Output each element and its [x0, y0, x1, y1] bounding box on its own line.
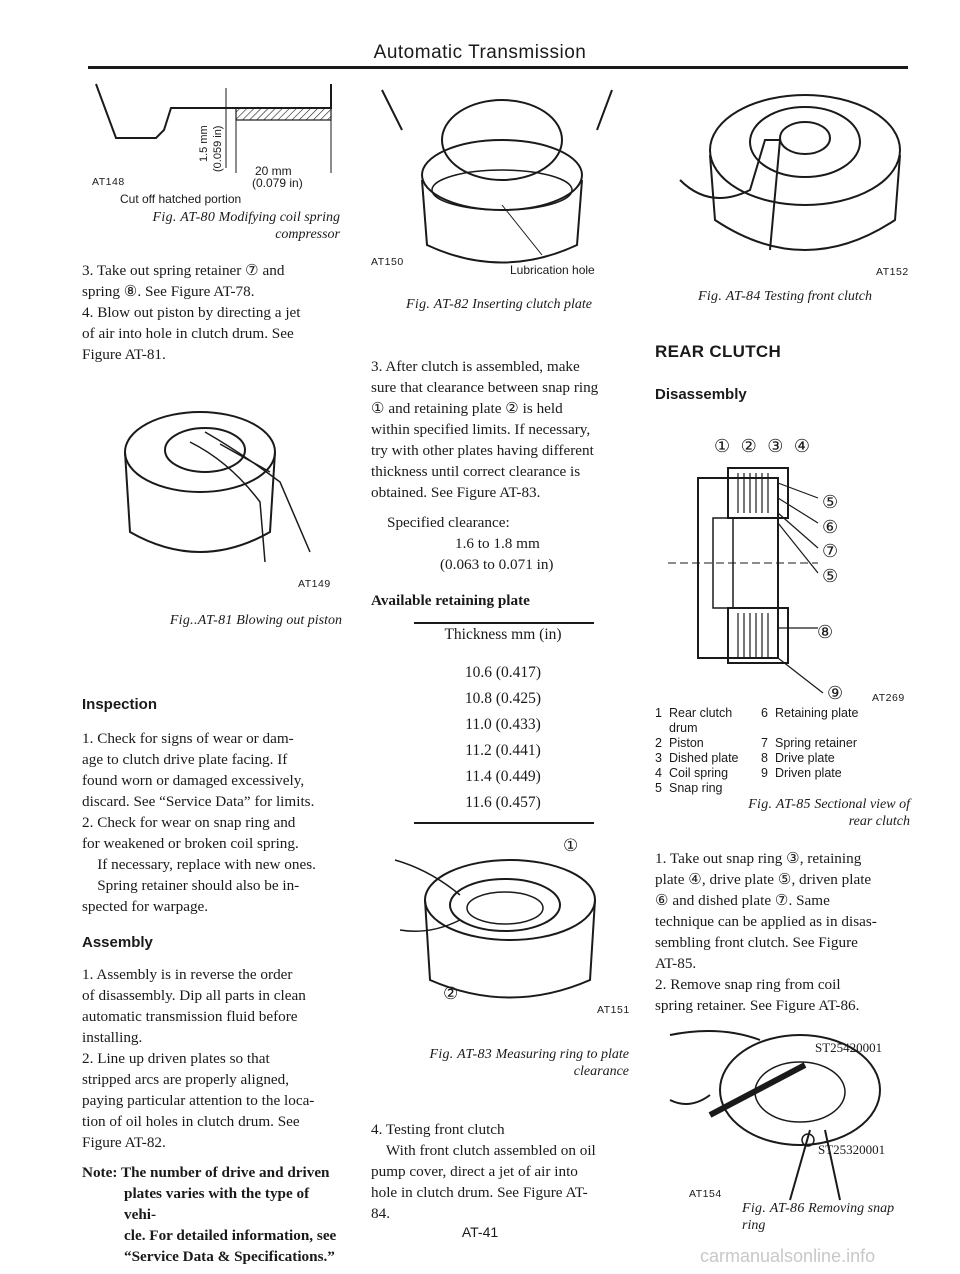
text-line: discard. See “Service Data” for limits. — [82, 793, 315, 810]
text-line: stripped arcs are properly aligned, — [82, 1071, 290, 1088]
text-line: obtained. See Figure AT-83. — [371, 484, 541, 501]
fig81-tag: AT149 — [298, 578, 331, 590]
text-line: of disassembly. Dip all parts in clean — [82, 987, 306, 1004]
rear-clutch-section-drawing — [668, 458, 848, 698]
text-line: within specified limits. If necessary, — [371, 421, 591, 438]
text-line: technique can be applied as in disas- — [655, 913, 877, 930]
callout-5b: ⑤ — [822, 565, 839, 586]
text-line: pump cover, direct a jet of air into — [371, 1163, 578, 1180]
fig85-caption-text: Sectional view of — [814, 797, 910, 812]
table-header: Thickness mm (in) — [444, 626, 562, 643]
part-name: Dished plate — [669, 751, 739, 765]
spec-value-in: (0.063 to 0.071 in) — [440, 556, 554, 573]
fig82-tag: AT150 — [371, 256, 404, 268]
fig80-caption — [104, 209, 340, 243]
fig85-caption — [660, 796, 910, 830]
callout-6: ⑥ — [822, 516, 839, 537]
text-line: spected for warpage. — [82, 898, 209, 915]
part-number: 8 — [761, 751, 768, 765]
text-line: 3. After clutch is assembled, make — [371, 358, 580, 375]
assembly-heading: Assembly — [82, 934, 153, 951]
text-line: If necessary, replace with new ones. — [82, 856, 316, 873]
fig81-caption — [104, 612, 342, 629]
table-row: 11.0 (0.433) — [465, 716, 541, 733]
inspection-body — [82, 728, 344, 917]
text-line: 2. Line up driven plates so that — [82, 1050, 270, 1067]
col2-step3 — [371, 356, 633, 503]
fig80-caption-number: Fig. AT-80 — [152, 210, 216, 225]
text-line: plate ④, drive plate ⑤, driven plate — [655, 871, 872, 888]
callout-7: ⑦ — [822, 541, 839, 561]
fig82-caption — [368, 296, 630, 313]
fig85-caption-number: Fig. AT-85 — [748, 797, 811, 812]
page-header: Automatic Transmission — [373, 42, 587, 63]
fig80-caption-text: Modifying coil spring — [218, 210, 340, 225]
part-number: 6 — [761, 706, 768, 720]
fig86-caption-number: Fig. AT-86 — [742, 1201, 805, 1216]
spec-value-mm: 1.6 to 1.8 mm — [455, 535, 540, 552]
measuring-ring-photo — [390, 840, 620, 1020]
text-line: Figure AT-82. — [82, 1134, 166, 1151]
part-name: Spring retainer — [775, 736, 857, 750]
col3-steps — [655, 848, 913, 1016]
text-line: sure that clearance between snap ring — [371, 379, 599, 396]
fig85-right-callouts — [822, 490, 838, 588]
callout-2: ② — [740, 436, 760, 456]
fig85-caption-text-2: rear clutch — [848, 814, 910, 829]
fig81-caption-text: Blowing out piston — [236, 613, 342, 628]
text-line: Figure AT-81. — [82, 346, 166, 363]
text-line: 84. — [371, 1205, 390, 1222]
fig83-caption-text-2: clearance — [573, 1064, 629, 1079]
table-body — [388, 660, 618, 816]
inserting-clutch-plate-photo — [372, 80, 632, 270]
inspection-heading: Inspection — [82, 696, 158, 713]
table-row: 11.2 (0.441) — [465, 742, 541, 759]
fig85-top-callouts — [714, 436, 813, 457]
text-line: tion of oil holes in clutch drum. See — [82, 1113, 300, 1130]
fig81-caption-number: Fig..AT-81 — [169, 613, 233, 628]
text-line: thickness until correct clearance is — [371, 463, 581, 480]
fig80-caption-text-2: compressor — [275, 227, 340, 242]
fig80-dim-b: 20 mm — [255, 164, 292, 178]
table-bottom-rule — [414, 822, 594, 824]
fig86-tag: AT154 — [689, 1188, 722, 1200]
part-number: 7 — [761, 736, 768, 750]
disassembly-heading: Disassembly — [655, 386, 747, 403]
fig83-callout-2: ② — [443, 984, 459, 1003]
fig84-tag: AT152 — [876, 266, 909, 278]
part-number: 5 — [655, 781, 662, 795]
part-name — [775, 781, 875, 796]
spec-label: Specified clearance: — [387, 514, 510, 531]
text-line: 2. Check for wear on snap ring and — [82, 814, 296, 831]
text-line: sembling front clutch. See Figure — [655, 934, 858, 951]
part-name: Drive plate — [775, 751, 835, 765]
fig85-parts-list — [655, 706, 875, 796]
callout-5: ⑤ — [822, 492, 839, 512]
text-line: installing. — [82, 1029, 143, 1046]
part-number: 4 — [655, 766, 662, 780]
table-row: 10.6 (0.417) — [464, 664, 542, 681]
part-number: 9 — [761, 766, 768, 780]
part-number: 2 — [655, 736, 662, 750]
assembly-body — [82, 964, 344, 1153]
fig80-dim-b-in: (0.079 in) — [252, 176, 303, 190]
blowing-out-piston-photo — [110, 382, 330, 582]
text-line: found worn or damaged excessively, — [82, 772, 305, 789]
fig85-tag: AT269 — [872, 692, 905, 704]
col2-step4 — [371, 1119, 633, 1224]
part-name: Piston — [669, 736, 704, 750]
text-line: plates varies with the type of vehi- — [124, 1185, 310, 1223]
rear-clutch-heading: REAR CLUTCH — [655, 342, 782, 361]
fig84-caption-text: Testing front clutch — [764, 289, 872, 304]
col1-steps-top — [82, 260, 344, 365]
fig83-tag: AT151 — [597, 1004, 630, 1016]
text-line: 1. Assembly is in reverse the order — [82, 966, 293, 983]
fig86-tool-1: ST25420001 — [815, 1040, 883, 1055]
table-row: 11.4 (0.449) — [465, 768, 541, 785]
text-line: age to clutch drive plate facing. If — [82, 751, 288, 768]
part-number — [761, 781, 775, 796]
text-line: spring retainer. See Figure AT-86. — [655, 997, 860, 1014]
fig83-caption-text: Measuring ring to plate — [495, 1047, 629, 1062]
text-line: try with other plates having different — [371, 442, 594, 459]
text-line: paying particular attention to the loca- — [82, 1092, 315, 1109]
text-line: 2. Remove snap ring from coil — [655, 976, 841, 993]
text-line: Spring retainer should also be in- — [82, 877, 300, 894]
fig80-dim-a-in: (0.059 in) — [212, 125, 224, 172]
text-line: for weakened or broken coil spring. — [82, 835, 299, 852]
header-rule — [88, 66, 908, 69]
text-line: 3. Take out spring retainer ⑦ and — [82, 262, 285, 279]
text-line: spring ⑧. See Figure AT-78. — [82, 283, 255, 300]
table-row: 11.6 (0.457) — [465, 794, 541, 811]
table-row: 10.8 (0.425) — [464, 690, 542, 707]
text-line: automatic transmission fluid before — [82, 1008, 298, 1025]
testing-front-clutch-photo — [670, 80, 910, 280]
fig86-caption-text: Removing snap ring — [742, 1201, 895, 1233]
part-number: 1 — [655, 706, 662, 720]
part-name: Rear clutch drum — [669, 706, 733, 735]
text-line: 1. Check for signs of wear or dam- — [82, 730, 294, 747]
text-line: “Service Data & Specifications.” — [124, 1248, 335, 1265]
fig80-note: Cut off hatched portion — [120, 192, 242, 206]
text-line: Note: The number of drive and driven — [82, 1164, 330, 1181]
fig83-callout-1: ① — [563, 836, 579, 855]
watermark: carmanualsonline.info — [700, 1246, 876, 1266]
part-name: Driven plate — [775, 766, 842, 780]
callout-4: ④ — [793, 436, 814, 456]
fig84-caption-number: Fig. AT-84 — [698, 289, 761, 304]
table-top-rule — [414, 622, 594, 624]
text-line: hole in clutch drum. See Figure AT- — [371, 1184, 588, 1201]
text-line: 4. Testing front clutch — [371, 1121, 505, 1138]
fig80-dim-a: 1.5 mm — [198, 125, 210, 162]
fig82-label-lubrication-hole: Lubrication hole — [510, 263, 595, 277]
table-title: Available retaining plate — [371, 592, 530, 609]
text-line: AT-85. — [655, 955, 697, 972]
fig82-caption-number: Fig. AT-82 — [406, 297, 469, 312]
fig86-tool-2: ST25320001 — [818, 1142, 886, 1157]
fig83-caption — [368, 1046, 629, 1080]
callout-1: ① — [714, 436, 734, 456]
text-line: ⑥ and dished plate ⑦. Same — [655, 892, 830, 909]
callout-3: ③ — [767, 436, 787, 456]
text-line: 1. Take out snap ring ③, retaining — [655, 850, 862, 867]
part-number: 3 — [655, 751, 662, 765]
part-name: Snap ring — [669, 781, 723, 795]
part-name: Coil spring — [669, 766, 729, 780]
text-line: cle. For detailed information, see — [124, 1227, 337, 1244]
callout-9: ⑨ — [827, 683, 844, 703]
fig80-tag: AT148 — [92, 176, 125, 188]
fig84-caption — [660, 288, 910, 305]
part-name: Retaining plate — [775, 706, 859, 720]
fig83-caption-number: Fig. AT-83 — [429, 1047, 493, 1062]
text-line: ① and retaining plate ② is held — [371, 400, 563, 417]
fig82-caption-text: Inserting clutch plate — [472, 297, 592, 312]
text-line: of air into hole in clutch drum. See — [82, 325, 294, 342]
text-line: 4. Blow out piston by directing a jet — [82, 304, 301, 321]
page-number: AT-41 — [461, 1224, 499, 1240]
assembly-note — [82, 1162, 344, 1267]
callout-8: ⑧ — [817, 622, 834, 642]
text-line: With front clutch assembled on oil — [371, 1142, 596, 1159]
